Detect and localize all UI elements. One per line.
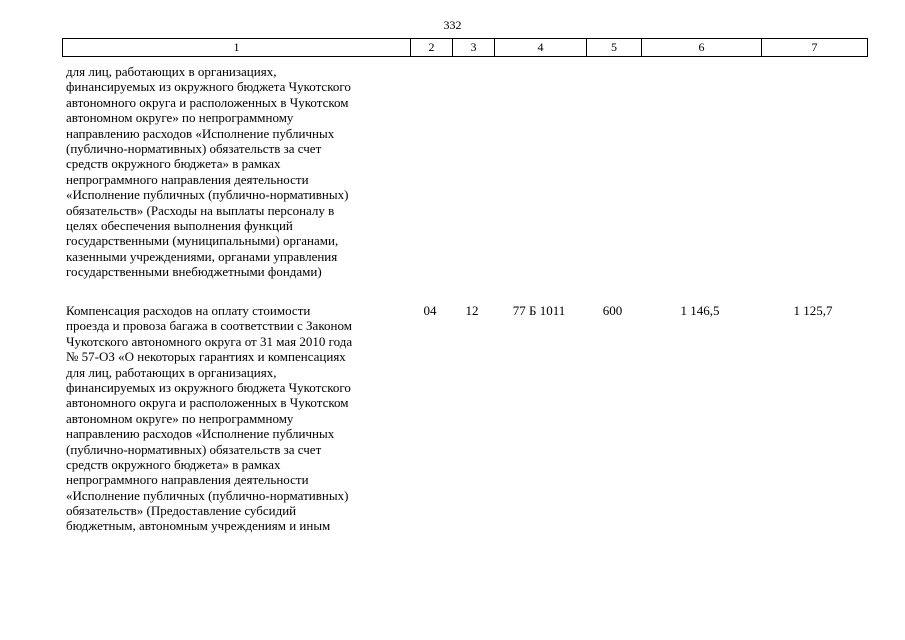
table-header-row	[62, 38, 868, 57]
description-line: «Исполнение публичных (публично-нормативных)	[66, 487, 349, 503]
description-line: обязательств» (Расходы на выплаты персоналу в	[66, 202, 335, 218]
description-line: Чукотского автономного округа от 31 мая 2010 года	[66, 333, 353, 349]
target-article-code: 77 Б 1011	[512, 303, 566, 318]
amount-column-6: 1 146,5	[680, 303, 720, 318]
previous-row-description	[66, 64, 409, 279]
description-line: «Исполнение публичных (публично-нормативных)	[66, 187, 349, 203]
description-line: государственными (муниципальными) органами,	[66, 233, 339, 249]
description-line: бюджетным, автономным учреждениям и иным	[66, 518, 331, 534]
section-code: 04	[423, 303, 437, 318]
header-col-5: 5	[586, 39, 641, 56]
description-line: финансируемых из окружного бюджета Чукотского	[66, 379, 351, 395]
subsection-code: 12	[465, 303, 479, 318]
description-line: (публично-нормативных) обязательств за счет	[66, 140, 322, 156]
header-col-3: 3	[452, 39, 494, 56]
description-column-spacer	[62, 303, 409, 319]
amount-column-7: 1 125,7	[793, 303, 833, 318]
description-line: проезда и провоза багажа в соответствии с Законом	[66, 318, 352, 334]
header-col-6: 6	[641, 39, 761, 56]
description-line: финансируемых из окружного бюджета Чукотского	[66, 79, 351, 95]
description-line: автономного округа и расположенных в Чукотском	[66, 395, 349, 411]
description-line: казенными учреждениями, органами управления	[66, 248, 338, 264]
description-line: для лиц, работающих в организациях,	[66, 364, 277, 380]
description-line: государственными внебюджетными фондами)	[66, 264, 322, 280]
description-line: направлению расходов «Исполнение публичных	[66, 125, 335, 141]
description-line: средств окружного бюджета» в рамках	[66, 156, 281, 172]
description-line: № 57-ОЗ «О некоторых гарантиях и компенсациях	[66, 349, 346, 365]
description-line: направлению расходов «Исполнение публичных	[66, 426, 335, 442]
description-line: непрограммного направления деятельности	[66, 472, 309, 488]
description-line: Компенсация расходов на оплату стоимости	[66, 303, 311, 318]
description-line: непрограммного направления деятельности	[66, 171, 309, 187]
description-line: обязательств» (Предоставление субсидий	[66, 503, 297, 519]
main-row-description	[66, 303, 409, 534]
header-col-2: 2	[410, 39, 452, 56]
description-line: для лиц, работающих в организациях,	[66, 64, 277, 79]
header-col-7: 7	[761, 39, 867, 56]
description-line: автономного округа и расположенных в Чукотском	[66, 94, 349, 110]
expense-type-code: 600	[602, 303, 623, 318]
header-col-4: 4	[494, 39, 586, 56]
table-row	[62, 303, 868, 319]
header-col-1: 1	[233, 40, 240, 54]
description-line: (публично-нормативных) обязательств за счет	[66, 441, 322, 457]
description-line: автономном округе» по непрограммному	[66, 410, 294, 426]
page-number: 332	[443, 18, 462, 32]
description-line: средств окружного бюджета» в рамках	[66, 456, 281, 472]
description-line: автономном округе» по непрограммному	[66, 110, 294, 126]
description-line: целях обеспечения выполнения функций	[66, 217, 293, 233]
